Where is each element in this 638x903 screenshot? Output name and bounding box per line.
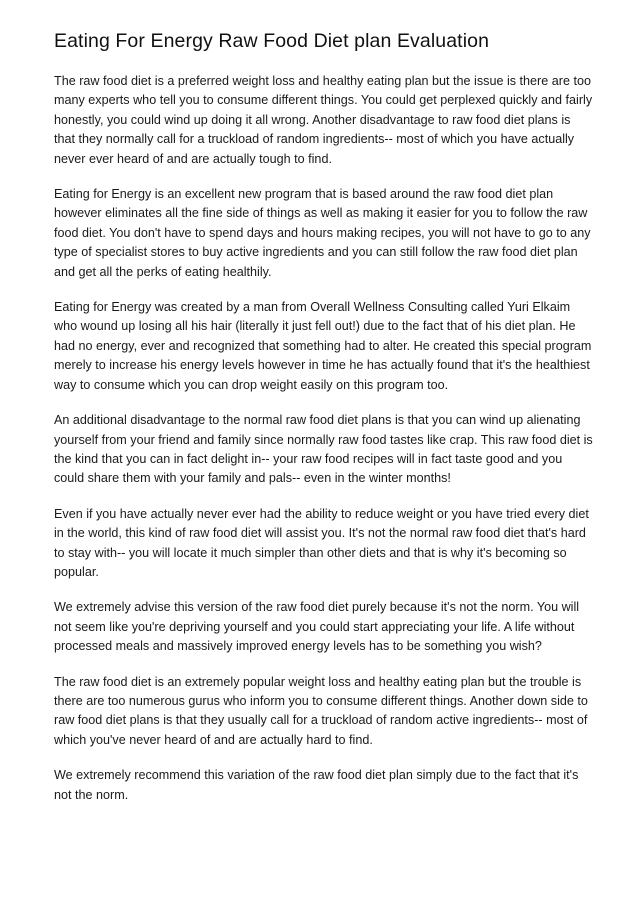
paragraph-7: The raw food diet is an extremely popular weight loss and healthy eating plan but the trouble is there are too numerous gurus who inform you to consume different things. Another down side to raw food diet plans is that they usually call for a truckload of random active ingredients-- most of which you've never heard of and are actually hard to find. [54,674,588,747]
page-title: Eating For Energy Raw Food Diet plan Evaluation [54,30,490,52]
paragraph-8: We extremely recommend this variation of the raw food diet plan simply due to the fact that it's not the norm. [54,768,579,802]
paragraph-1: The raw food diet is a preferred weight loss and healthy eating plan but the issue is there are too many experts who tell you to consume different things. You could get perplexed quickly and fairly honestly, you could wind up doing it all wrong. Another disadvantage to raw food diet plans is that they normally call for a truckload of random ingredients-- most of which you have actually never ever heard of and are actually tough to find. [54,74,593,166]
paragraph-4: An additional disadvantage to the normal raw food diet plans is that you can wind up alienating yourself from your friend and family since normally raw food tastes like crap. This raw food diet is the kind that you can in fact delight in-- your raw food recipes will in fact taste good and you could share them with your family and pals-- even in the winter months! [54,413,593,486]
paragraph-5: Even if you have actually never ever had the ability to reduce weight or you have tried every diet in the world, this kind of raw food diet will assist you. It's not the normal raw food diet that's hard to stay with-- you will locate it much simpler than other diets and that is why it's becoming so popular. [54,506,589,579]
paragraph-2: Eating for Energy is an excellent new program that is based around the raw food diet plan however eliminates all the fine side of things as well as making it easier for you to follow the raw food diet. You don't have to spend days and hours making recipes, you will not have to go to any type of specialist stores to buy active ingredients and you can still follow the raw food diet plan and get all the perks of eating healthily. [54,187,591,279]
paragraph-6: We extremely advise this version of the raw food diet purely because it's not the norm. You will not seem like you're depriving yourself and you could start appreciating your life. A life without processed meals and massively improved energy levels has to be something you wish? [54,600,580,654]
document-page [54,28,594,821]
paragraph-3: Eating for Energy was created by a man from Overall Wellness Consulting called Yuri Elkaim who wound up losing all his hair (literally it just fell out!) due to the fact that of his diet plan. He had no energy, ever and recognized that something had to alter. He created this special program merely to increase his energy levels however in time he has actually found that it's the healthiest way to consume which you can drop weight easily on this program too. [54,300,592,392]
